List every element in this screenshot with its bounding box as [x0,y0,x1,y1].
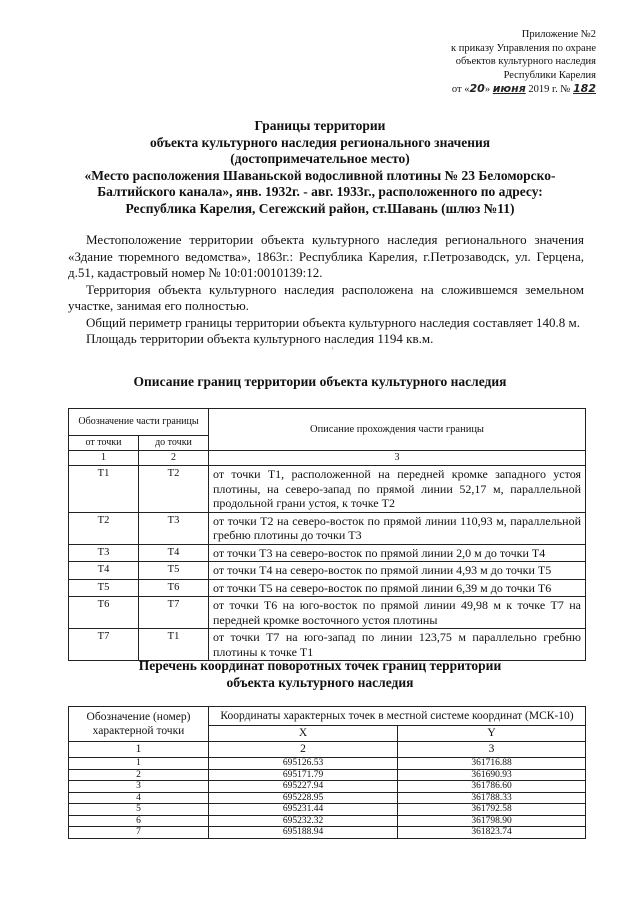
appendix-line: Приложение №2 [521,29,596,40]
point-number: 1 [69,758,209,770]
segment-description: от точки Т3 на северо-восток по прямой линии 2,0 м до точки Т4 [209,544,586,562]
from-point: Т7 [69,629,139,661]
header-coordinates: Координаты характерных точек в местной системе координат (МСК-10) [209,707,586,726]
coordinates-table [68,706,586,839]
table-row [69,562,586,580]
header-to: до точки [139,436,209,451]
col-number: 2 [139,451,209,466]
section-title-line: объекта культурного наследия [226,674,414,690]
coord-y: 361823.74 [398,827,586,839]
to-point: Т1 [139,629,209,661]
coord-y: 361716.88 [398,758,586,770]
table-numbering-row [69,451,586,466]
table-row [69,466,586,513]
title-line: Балтийского канала», янв. 1932г. - авг. 1933г., расположенного по адресу: [97,184,543,199]
table-numbering-row [69,742,586,758]
document-title [60,118,580,217]
coord-x: 695126.53 [209,758,398,770]
header-from: от точки [69,436,139,451]
coord-x: 695171.79 [209,769,398,781]
title-line: объекта культурного наследия регионального значения [149,134,491,150]
coord-y: 361798.90 [398,815,586,827]
paragraph-territory: Территория объекта культурного наследия расположена на сложившемся земельном участке, занимая его полностью. [68,281,584,313]
header-x: X [209,726,398,742]
paragraph-perimeter: Общий периметр границы территории объекта культурного наследия составляет 140.8 м. [86,314,580,330]
segment-description: от точки Т1, расположенной на передней кромке западного устоя плотины, на северо-запад по прямой линии 52,17 м, параллельной продольной грани устоя, к точке Т2 [209,466,586,513]
table-row [69,815,586,827]
section-title-coordinates [60,658,580,691]
title-line: «Место расположения Шаваньской водосливной плотины № 23 Беломорско- [84,167,556,183]
point-number: 6 [69,815,209,827]
paragraph-location: Местоположение территории объекта культурного наследия регионального значения «Здание тюремного ведомства», 1863г.: Республика Карелия, г.Петрозаводск, ул. Герцена, д.51, кадастровый номер № 10:01:0010139:12. [68,232,584,280]
from-point: Т6 [69,597,139,629]
segment-description: от точки Т5 на северо-восток по прямой линии 6,39 м до точки Т6 [209,579,586,597]
coord-x: 695228.95 [209,792,398,804]
body-text [68,232,584,348]
table-row [69,781,586,793]
coord-x: 695232.32 [209,815,398,827]
table-row [69,597,586,629]
to-point: Т7 [139,597,209,629]
title-line: (достопримечательное место) [230,151,410,166]
title-line: Границы территории [254,118,386,133]
table-row [69,629,586,661]
to-point: Т4 [139,544,209,562]
handwritten-month: июня [492,82,526,95]
coord-y: 361786.60 [398,781,586,793]
from-point: Т3 [69,544,139,562]
table-row [69,512,586,544]
table-row [69,758,586,770]
segment-description: от точки Т2 на северо-восток по прямой линии 110,93 м, параллельной гребню плотины до точки Т3 [209,512,586,544]
handwritten-day: 20 [469,82,485,95]
to-point: Т3 [139,512,209,544]
coord-y: 361690.93 [398,769,586,781]
col-number: 1 [69,742,209,758]
point-number: 4 [69,792,209,804]
table-header-row [69,707,586,726]
section-title-line: Перечень координат поворотных точек границ территории [138,658,502,673]
scan-mark: ' [332,346,334,355]
col-number: 1 [69,451,139,466]
header-point: Обозначение (номер) характерной точки [69,707,209,742]
header-y: Y [398,726,586,742]
col-number: 3 [209,451,586,466]
appendix-date-line [451,82,596,97]
point-number: 5 [69,804,209,816]
appendix-line: объектов культурного наследия [455,56,596,67]
appendix-header [451,28,596,97]
section-title-boundaries: Описание границ территории объекта культурного наследия [133,374,507,389]
table-row [69,579,586,597]
table-row [69,804,586,816]
point-number: 7 [69,827,209,839]
boundaries-table [68,408,586,661]
table-row [69,792,586,804]
handwritten-number: 182 [573,82,596,95]
point-number: 2 [69,769,209,781]
coord-x: 695227.94 [209,781,398,793]
header-description: Описание прохождения части границы [209,409,586,451]
segment-description: от точки Т7 на юго-запад по линии 123,75 м параллельно гребню плотины к точке Т1 [209,629,586,661]
table-row [69,769,586,781]
coord-y: 361788.33 [398,792,586,804]
segment-description: от точки Т6 на юго-восток по прямой линии 49,98 м к точке Т7 на передней кромке восточного устоя плотины [209,597,586,629]
coord-x: 695188.94 [209,827,398,839]
from-point: Т1 [69,466,139,513]
segment-description: от точки Т4 на северо-восток по прямой линии 4,93 м до точки Т5 [209,562,586,580]
to-point: Т6 [139,579,209,597]
col-number: 3 [398,742,586,758]
table-header-row [69,409,586,436]
from-point: Т2 [69,512,139,544]
title-line: Республика Карелия, Сегежский район, ст.Шавань (шлюз №11) [125,200,515,216]
date-mid: » [484,84,491,95]
date-year: 2019 г. № [528,84,571,95]
header-designation: Обозначение части границы [69,409,209,436]
coord-y: 361792.58 [398,804,586,816]
appendix-line: к приказу Управления по охране [451,42,596,54]
to-point: Т5 [139,562,209,580]
appendix-line: Республики Карелия [503,69,596,81]
col-number: 2 [209,742,398,758]
from-point: Т4 [69,562,139,580]
point-number: 3 [69,781,209,793]
table-row [69,827,586,839]
date-prefix: от « [451,84,470,95]
from-point: Т5 [69,579,139,597]
paragraph-area: Площадь территории объекта культурного наследия 1194 кв.м. [86,331,434,346]
to-point: Т2 [139,466,209,513]
table-row [69,544,586,562]
coord-x: 695231.44 [209,804,398,816]
